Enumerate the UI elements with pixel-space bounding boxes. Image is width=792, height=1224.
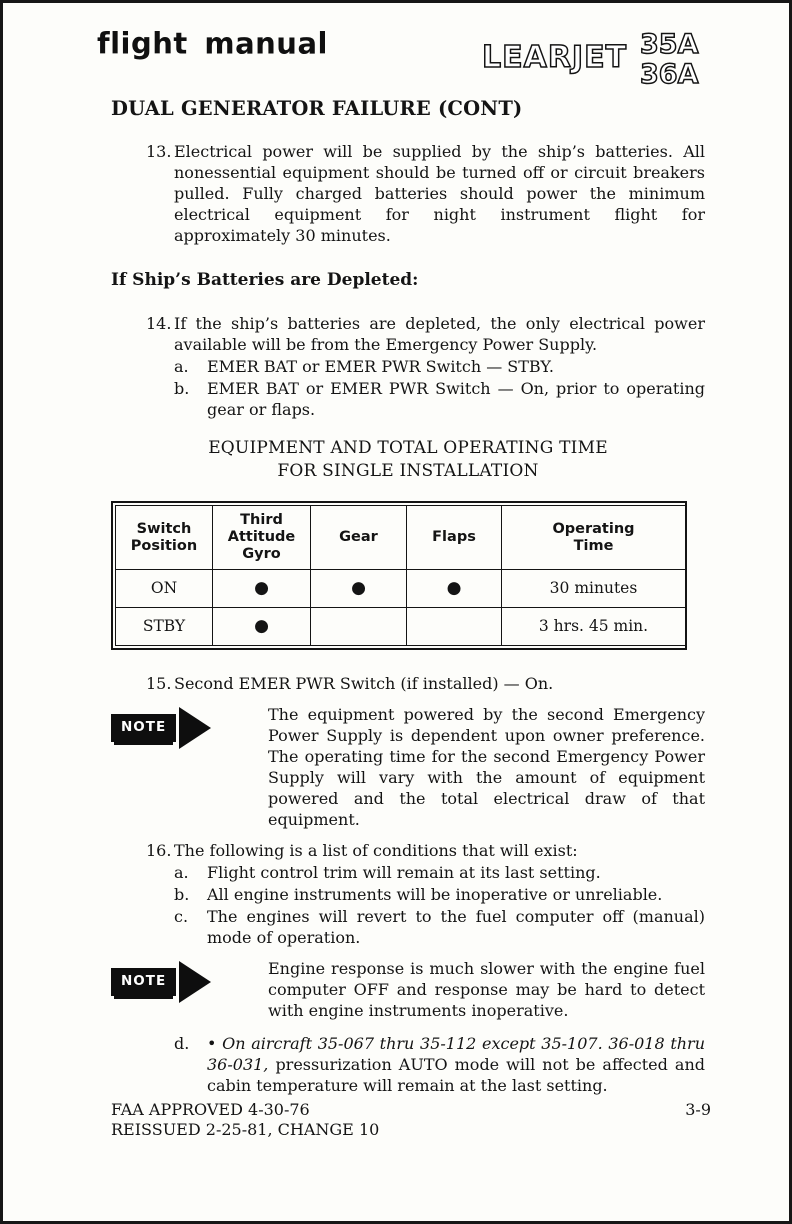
table-row-on xyxy=(116,570,686,608)
cell-switch-position: STBY xyxy=(116,608,213,646)
cell-gear-dot: ● xyxy=(311,570,407,608)
table-header-row xyxy=(116,506,686,570)
note-flag xyxy=(111,704,268,749)
item-number: 16. xyxy=(146,841,172,860)
cell-gyro-dot: ● xyxy=(213,608,311,646)
item-text: The engines will revert to the fuel computer off (manual) mode of operation. xyxy=(207,907,705,947)
learjet-wordmark: LEARJET xyxy=(482,40,628,75)
note-text: The equipment powered by the second Emergency Power Supply is dependent upon owner preference. The operating time for the second Emergency Power Supply will vary with the amount of equipment powered and the total electrical draw of that equipment. xyxy=(268,705,705,829)
item-text: EMER BAT or EMER PWR Switch — On, prior to operating gear or flaps. xyxy=(207,379,705,419)
page-footer xyxy=(111,1100,711,1140)
list-item-16c xyxy=(174,906,705,948)
note-block-1 xyxy=(111,704,705,830)
list-item-14 xyxy=(146,313,705,355)
aircraft-applicability: On aircraft 35-067 thru 35-112 except 35-107. 36-018 thru 36-031, xyxy=(207,1034,706,1074)
list-item-13 xyxy=(146,141,705,246)
note-arrow-icon xyxy=(179,961,211,1003)
item-text: EMER BAT or EMER PWR Switch — STBY. xyxy=(207,357,554,376)
item-letter: a. xyxy=(174,863,189,882)
list-item-14b xyxy=(174,378,705,420)
item-text: Electrical power will be supplied by the ship’s batteries. All nonessential equipment should be turned off or circuit breakers pulled. Fully charged batteries should power the minimum electrical equipment for night instrument flight for approximately 30 minutes. xyxy=(174,142,705,245)
bullet: • xyxy=(207,1034,217,1053)
item-letter: c. xyxy=(174,907,189,926)
flight-manual-logo: flight manual xyxy=(97,25,328,61)
col-header-flaps: Flaps xyxy=(407,506,502,570)
col-header-switch-position: Switch Position xyxy=(116,506,213,570)
item-letter: a. xyxy=(174,357,189,376)
revision-info: REISSUED 2-25-81, CHANGE 10 xyxy=(111,1120,380,1139)
item-number: 14. xyxy=(146,314,172,333)
list-item-16a xyxy=(174,862,705,883)
note-block-2 xyxy=(111,958,705,1021)
footer-left xyxy=(111,1100,379,1140)
learjet-model-35a: 35A xyxy=(640,29,699,60)
cell-flaps-dot: ● xyxy=(407,570,502,608)
page-header xyxy=(97,25,705,89)
table-row-stby xyxy=(116,608,686,646)
note-flag xyxy=(111,958,268,1003)
equipment-table-frame xyxy=(111,501,687,650)
item-text: Flight control trim will remain at its last setting. xyxy=(207,863,601,882)
table-caption-line1: EQUIPMENT AND TOTAL OPERATING TIME xyxy=(208,438,608,458)
list-item-16 xyxy=(146,840,705,861)
note-label: NOTE xyxy=(111,714,176,742)
item-text: If the ship’s batteries are depleted, the only electrical power available will be from the Emergency Power Supply. xyxy=(174,314,705,354)
cell-switch-position: ON xyxy=(116,570,213,608)
cell-gyro-dot: ● xyxy=(213,570,311,608)
item-letter: b. xyxy=(174,379,190,398)
table-caption-line2: FOR SINGLE INSTALLATION xyxy=(277,461,539,481)
learjet-logo xyxy=(480,25,705,89)
page-number: 3-9 xyxy=(685,1100,711,1119)
item-text: Second EMER PWR Switch (if installed) — On. xyxy=(174,674,554,693)
list-item-16d xyxy=(174,1033,705,1096)
table-caption xyxy=(111,437,705,483)
item-letter: b. xyxy=(174,885,190,904)
cell-operating-time: 3 hrs. 45 min. xyxy=(502,608,686,646)
note-text: Engine response is much slower with the engine fuel computer OFF and response may be hard to detect with engine instruments inoperative. xyxy=(268,959,705,1020)
item-text xyxy=(207,1033,705,1096)
subsection-heading: If Ship’s Batteries are Depleted: xyxy=(111,270,419,290)
cell-flaps-dot xyxy=(407,608,502,646)
cell-operating-time: 30 minutes xyxy=(502,570,686,608)
approval-date: FAA APPROVED 4-30-76 xyxy=(111,1100,310,1119)
item-text: The following is a list of conditions that will exist: xyxy=(174,841,578,860)
cell-gear-dot xyxy=(311,608,407,646)
list-item-15 xyxy=(146,673,705,694)
col-header-operating-time: Operating Time xyxy=(502,506,686,570)
col-header-third-attitude-gyro: Third Attitude Gyro xyxy=(213,506,311,570)
item-text-continued: pressurization AUTO mode will not be affected and cabin temperature will remain at the last setting. xyxy=(207,1055,706,1095)
learjet-model-36a: 36A xyxy=(640,59,699,89)
col-header-gear: Gear xyxy=(311,506,407,570)
item-text: All engine instruments will be inoperative or unreliable. xyxy=(207,885,663,904)
section-title: DUAL GENERATOR FAILURE (CONT) xyxy=(111,97,523,120)
list-item-16b xyxy=(174,884,705,905)
item-letter: d. xyxy=(174,1034,190,1053)
note-label: NOTE xyxy=(111,968,176,996)
equipment-table xyxy=(115,505,686,646)
note-arrow-icon xyxy=(179,707,211,749)
list-item-14a xyxy=(174,356,705,377)
item-number: 13. xyxy=(146,142,172,161)
item-number: 15. xyxy=(146,674,172,693)
